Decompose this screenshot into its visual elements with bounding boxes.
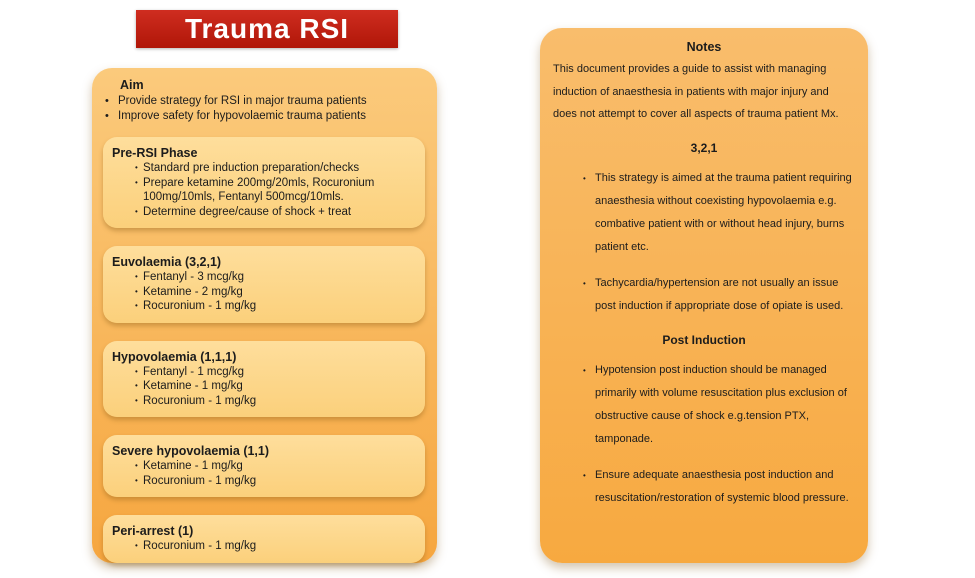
dose-bullet-item: [135, 285, 415, 300]
dose-bullet-item: [135, 474, 415, 489]
bullet-icon: •: [135, 381, 138, 390]
notes-intro: This document provides a guide to assist with managing induction of anaesthesia in patients with major injury and does not attempt to cover all aspects of trauma patient Mx.: [553, 63, 839, 120]
dose-card: [103, 515, 425, 563]
dose-bullet-text: Fentanyl - 1 mcg/kg: [143, 365, 244, 378]
note-bullet-text: Tachycardia/hypertension are not usually an issue post induction if appropriate dose of opiate is used.: [595, 276, 844, 312]
aim-bullet-text: Improve safety for hypovolaemic trauma patients: [118, 109, 367, 122]
bullet-icon: •: [135, 206, 138, 216]
dose-card-heading: Hypovolaemia (1,1,1): [112, 349, 237, 364]
page-title: Trauma RSI: [184, 13, 350, 44]
bullet-icon: •: [583, 173, 586, 183]
dose-card-list: [92, 137, 437, 563]
bullet-icon: •: [135, 163, 138, 172]
note-bullet-item: [583, 272, 853, 318]
dose-bullet-text: Rocuronium - 1 mg/kg: [143, 300, 257, 312]
bullet-icon: •: [135, 461, 138, 470]
notes-panel: [540, 28, 868, 563]
bullet-icon: •: [135, 395, 138, 405]
aim-bullet-item: [92, 94, 437, 109]
dose-bullet-item: [135, 539, 415, 554]
dose-card-bullet-list: [112, 365, 415, 409]
dose-bullet-text: Rocuronium - 1 mg/kg: [143, 394, 257, 407]
bullet-icon: •: [135, 541, 138, 550]
dose-bullet-item: [135, 205, 415, 220]
dose-card-bullet-list: [112, 161, 415, 219]
dose-bullet-item: [135, 379, 415, 394]
notes-heading: Notes: [686, 40, 722, 54]
notes-section: [553, 332, 855, 510]
bullet-icon: •: [583, 278, 586, 288]
aim-section: [92, 77, 437, 123]
dose-bullet-text: Ketamine - 1 mg/kg: [143, 380, 243, 392]
bullet-icon: •: [105, 95, 109, 107]
dose-bullet-text: Fentanyl - 3 mcg/kg: [143, 271, 244, 283]
dose-card: [103, 435, 425, 497]
bullet-icon: •: [135, 301, 138, 310]
bullet-icon: •: [135, 177, 138, 187]
dose-bullet-text: Prepare ketamine 200mg/20mls, Rocuronium 100mg/10mls, Fentanyl 500mcg/10mls.: [143, 176, 375, 203]
dose-card-heading: Severe hypovolaemia (1,1): [112, 444, 270, 458]
dose-bullet-item: [135, 299, 415, 314]
dose-bullet-item: [135, 161, 415, 176]
bullet-icon: •: [583, 470, 586, 480]
strategy-panel: [92, 68, 437, 563]
dose-card-heading: Pre-RSI Phase: [112, 146, 198, 160]
note-bullet-item: [583, 167, 853, 259]
dose-bullet-item: [135, 459, 415, 474]
notes-section: [553, 140, 855, 318]
note-bullet-text: This strategy is aimed at the trauma patient requiring anaesthesia without coexisting hypovolaemia e.g. combative patient with or without head injury, burns patient etc.: [595, 171, 852, 253]
note-bullet-text: Ensure adequate anaesthesia post induction and resuscitation/restoration of systemic blood pressure.: [595, 468, 849, 504]
bullet-icon: •: [583, 365, 586, 375]
dose-card-bullet-list: [112, 270, 415, 314]
notes-section-heading: Post Induction: [662, 332, 746, 347]
note-bullet-item: [583, 359, 853, 451]
notes-bullet-list: [553, 167, 855, 318]
note-bullet-text: Hypotension post induction should be managed primarily with volume resuscitation plus exclusion of obstructive cause of shock e.g.tension PTX, tamponade.: [595, 363, 847, 445]
notes-bullet-list: [553, 359, 855, 510]
dose-card: [103, 341, 425, 418]
dose-card-heading: Peri-arrest (1): [112, 524, 194, 538]
notes-sections: [553, 140, 855, 510]
aim-heading: Aim: [120, 78, 144, 92]
dose-bullet-item: [135, 365, 415, 380]
notes-section-heading: 3,2,1: [690, 140, 718, 155]
bullet-icon: •: [105, 109, 109, 122]
dose-card-bullet-list: [112, 539, 415, 554]
bullet-icon: •: [135, 286, 138, 296]
title-banner: [136, 10, 398, 48]
aim-bullet-item: [92, 109, 437, 124]
dose-bullet-text: Standard pre induction preparation/checks: [143, 162, 360, 174]
bullet-icon: •: [135, 366, 138, 376]
dose-card-heading: Euvolaemia (3,2,1): [112, 255, 222, 269]
dose-bullet-item: [135, 270, 415, 285]
dose-card-bullet-list: [112, 459, 415, 488]
dose-bullet-item: [135, 394, 415, 409]
aim-bullet-text: Provide strategy for RSI in major trauma patients: [118, 95, 367, 107]
dose-card: [103, 246, 425, 323]
bullet-icon: •: [135, 272, 138, 281]
bullet-icon: •: [135, 475, 138, 485]
dose-bullet-text: Rocuronium - 1 mg/kg: [143, 540, 257, 552]
dose-bullet-text: Ketamine - 2 mg/kg: [143, 285, 243, 298]
aim-bullet-list: [92, 94, 437, 123]
dose-card: [103, 137, 425, 228]
dose-bullet-text: Rocuronium - 1 mg/kg: [143, 474, 257, 487]
note-bullet-item: [583, 464, 853, 510]
dose-bullet-text: Ketamine - 1 mg/kg: [143, 460, 243, 472]
dose-bullet-text: Determine degree/cause of shock + treat: [143, 205, 352, 218]
dose-bullet-item: [135, 176, 415, 205]
